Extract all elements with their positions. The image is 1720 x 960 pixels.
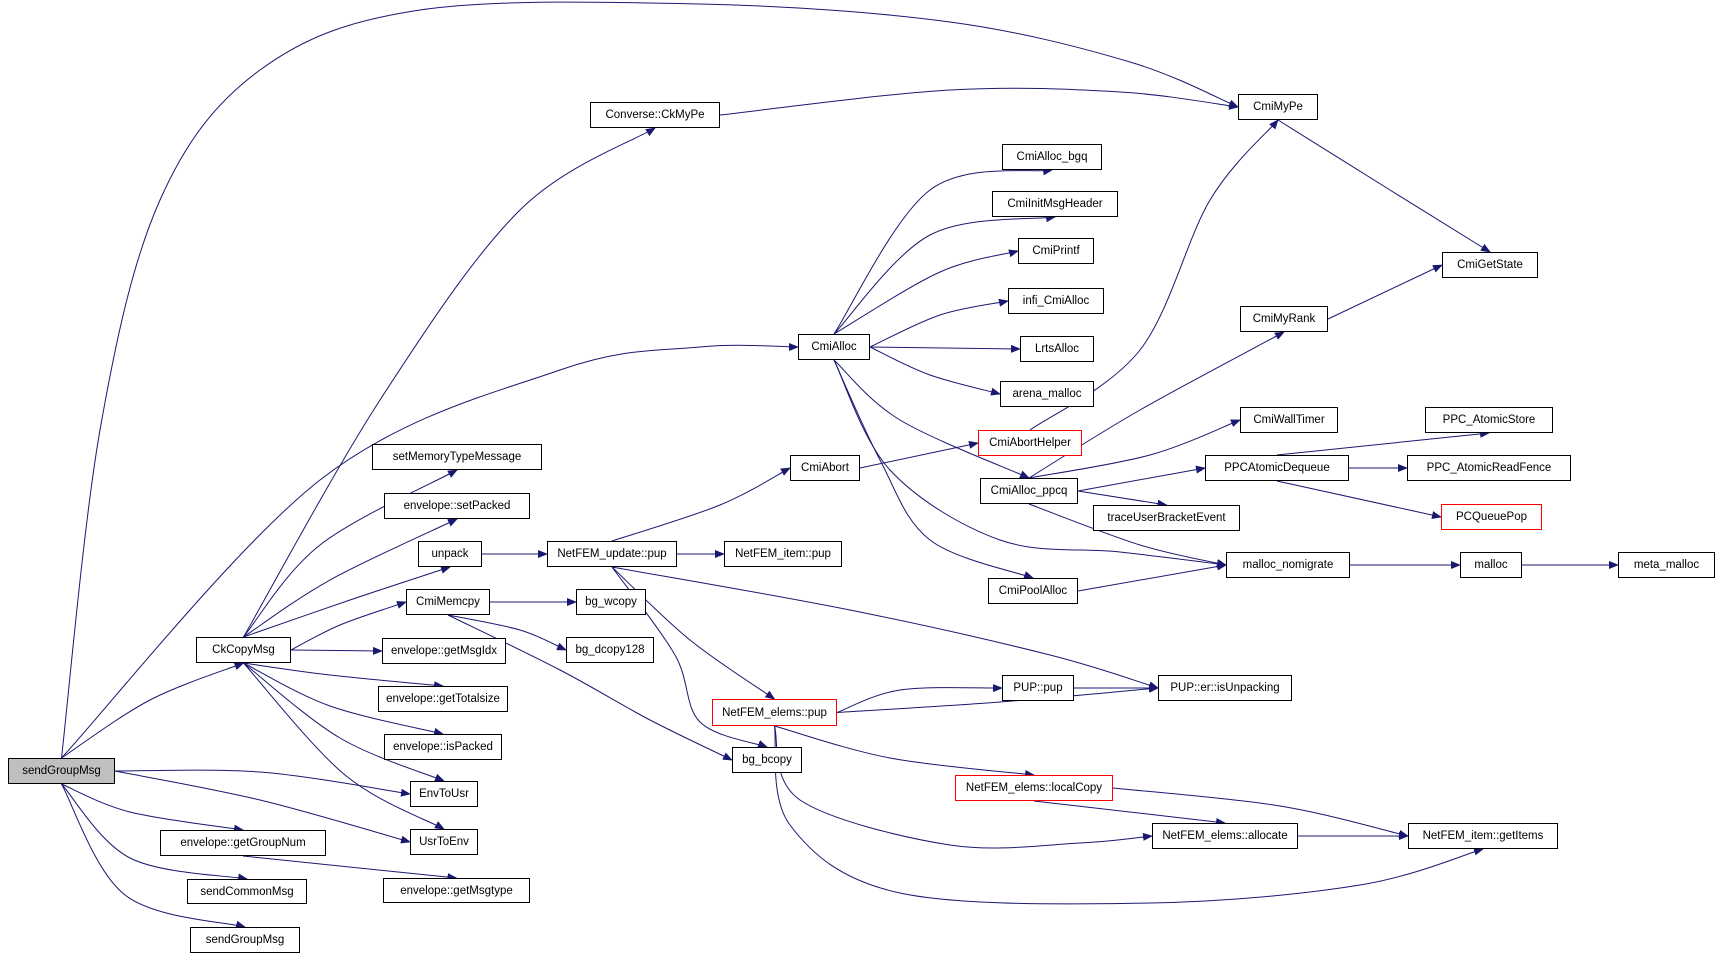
graph-node-CmiMyPe[interactable]: CmiMyPe (1238, 94, 1318, 120)
edge-CkCopyMsg-to-EnvToUsr (244, 663, 445, 781)
graph-node-bg_dcopy128[interactable]: bg_dcopy128 (566, 637, 654, 663)
graph-node-CmiPrintf[interactable]: CmiPrintf (1018, 238, 1094, 264)
graph-node-CmiGetState[interactable]: CmiGetState (1442, 252, 1538, 278)
graph-node-CmiMyRank[interactable]: CmiMyRank (1240, 306, 1328, 332)
graph-node-arena_malloc[interactable]: arena_malloc (1000, 381, 1094, 407)
edge-CmiAlloc-to-CmiPrintf (834, 251, 1018, 334)
graph-node-EnvToUsr[interactable]: EnvToUsr (410, 781, 478, 807)
edge-getGroupNum-to-getMsgtype (243, 856, 457, 878)
graph-node-CmiAlloc_ppcq[interactable]: CmiAlloc_ppcq (980, 478, 1078, 504)
graph-node-sendCommonMsg[interactable]: sendCommonMsg (187, 879, 307, 904)
graph-node-CmiAlloc_bgq[interactable]: CmiAlloc_bgq (1002, 144, 1102, 170)
graph-node-bg_bcopy[interactable]: bg_bcopy (732, 747, 802, 773)
graph-node-unpack[interactable]: unpack (418, 541, 482, 567)
graph-node-PPCAtomicDequeue[interactable]: PPCAtomicDequeue (1205, 455, 1349, 481)
graph-node-allocate[interactable]: NetFEM_elems::allocate (1152, 823, 1298, 849)
edge-CkCopyMsg-to-getTotalsize (244, 663, 444, 686)
graph-node-setPacked[interactable]: envelope::setPacked (384, 493, 530, 519)
edge-CmiMyRank-to-CmiGetState (1328, 265, 1442, 319)
edge-CmiAlloc-to-CmiAlloc_ppcq (834, 360, 1029, 478)
graph-node-localCopy[interactable]: NetFEM_elems::localCopy (955, 775, 1113, 801)
edge-NetFEMelems-to-isUnpacking (837, 688, 1158, 713)
edge-CmiAlloc-to-infi_CmiAlloc (870, 301, 1008, 347)
edge-CmiAlloc_ppcq-to-traceUserBracketEvent (1078, 491, 1167, 505)
edge-CmiAlloc_ppcq-to-PPCAtomicDequeue (1078, 468, 1205, 491)
edge-CmiPoolAlloc-to-malloc_nomigrate (1078, 565, 1226, 591)
edge-NetFEMelems-to-localCopy (775, 726, 1035, 775)
graph-node-LrtsAlloc[interactable]: LrtsAlloc (1020, 336, 1094, 362)
edge-ConverseCkMyPe-to-CmiMyPe (720, 88, 1238, 115)
edge-CkCopyMsg-to-setPacked (244, 519, 458, 637)
graph-node-PPC_AtomicStore[interactable]: PPC_AtomicStore (1425, 407, 1553, 433)
edge-CmiMyPe-to-CmiGetState (1278, 120, 1490, 252)
graph-node-CkCopyMsg[interactable]: CkCopyMsg (196, 637, 291, 663)
edge-sendGroupMsg-to-CkCopyMsg (62, 663, 244, 758)
graph-node-meta_malloc[interactable]: meta_malloc (1618, 552, 1715, 578)
graph-node-CmiAbort[interactable]: CmiAbort (790, 455, 860, 481)
graph-node-isUnpacking[interactable]: PUP::er::isUnpacking (1158, 675, 1292, 701)
graph-node-CmiPoolAlloc[interactable]: CmiPoolAlloc (988, 578, 1078, 604)
edge-NetFEMelems-to-getItems (775, 726, 1484, 904)
edge-NetFEMupdate-to-NetFEMelems (612, 567, 775, 699)
graph-node-getTotalsize[interactable]: envelope::getTotalsize (378, 686, 508, 712)
edge-CkCopyMsg-to-getMsgIdx (291, 650, 382, 651)
graph-node-isPacked[interactable]: envelope::isPacked (384, 734, 502, 760)
graph-node-NetFEMupdate[interactable]: NetFEM_update::pup (547, 541, 677, 567)
graph-node-ConverseCkMyPe[interactable]: Converse::CkMyPe (590, 102, 720, 128)
graph-node-traceUserBracketEvent[interactable]: traceUserBracketEvent (1093, 505, 1240, 531)
graph-node-CmiAbortHelper[interactable]: CmiAbortHelper (978, 430, 1082, 456)
edge-sendGroupMsg-to-getGroupNum (62, 784, 244, 830)
edge-PPCAtomicDequeue-to-PCQueuePop (1277, 481, 1441, 517)
graph-node-setMemoryTypeMessage[interactable]: setMemoryTypeMessage (372, 444, 542, 470)
edge-PPCAtomicDequeue-to-PPC_AtomicStore (1277, 433, 1489, 455)
edge-localCopy-to-allocate (1034, 801, 1225, 823)
graph-node-bg_wcopy[interactable]: bg_wcopy (576, 589, 646, 615)
graph-node-CmiMemcpy[interactable]: CmiMemcpy (406, 589, 490, 615)
graph-node-CmiInitMsgHeader[interactable]: CmiInitMsgHeader (992, 191, 1118, 217)
graph-node-UsrToEnv[interactable]: UsrToEnv (410, 829, 478, 855)
edge-NetFEMupdate-to-CmiAbort (612, 468, 790, 541)
graph-node-malloc_nomigrate[interactable]: malloc_nomigrate (1226, 552, 1350, 578)
graph-node-infi_CmiAlloc[interactable]: infi_CmiAlloc (1008, 288, 1104, 314)
graph-node-PPC_AtomicReadFence[interactable]: PPC_AtomicReadFence (1407, 455, 1571, 481)
graph-node-NetFEMelems[interactable]: NetFEM_elems::pup (712, 699, 837, 726)
graph-node-getMsgtype[interactable]: envelope::getMsgtype (383, 878, 530, 903)
graph-node-CmiWallTimer[interactable]: CmiWallTimer (1240, 407, 1338, 433)
graph-node-sendGroupMsg[interactable]: sendGroupMsg (8, 758, 115, 784)
graph-node-NetFEMitem[interactable]: NetFEM_item::pup (724, 541, 842, 567)
graph-node-getItems[interactable]: NetFEM_item::getItems (1408, 823, 1558, 849)
graph-node-PCQueuePop[interactable]: PCQueuePop (1441, 504, 1542, 530)
edge-NetFEMelems-to-PUPpup (837, 688, 1002, 713)
edge-CmiAlloc-to-LrtsAlloc (870, 347, 1020, 349)
edge-CmiAlloc-to-arena_malloc (870, 347, 1000, 394)
graph-node-CmiAlloc[interactable]: CmiAlloc (798, 334, 870, 360)
graph-node-getMsgIdx[interactable]: envelope::getMsgIdx (382, 638, 506, 664)
graph-node-malloc[interactable]: malloc (1460, 552, 1522, 578)
graph-node-sendGroupMsg2[interactable]: sendGroupMsg (190, 927, 300, 953)
graph-node-getGroupNum[interactable]: envelope::getGroupNum (160, 830, 326, 856)
graph-node-PUPpup[interactable]: PUP::pup (1002, 675, 1074, 701)
